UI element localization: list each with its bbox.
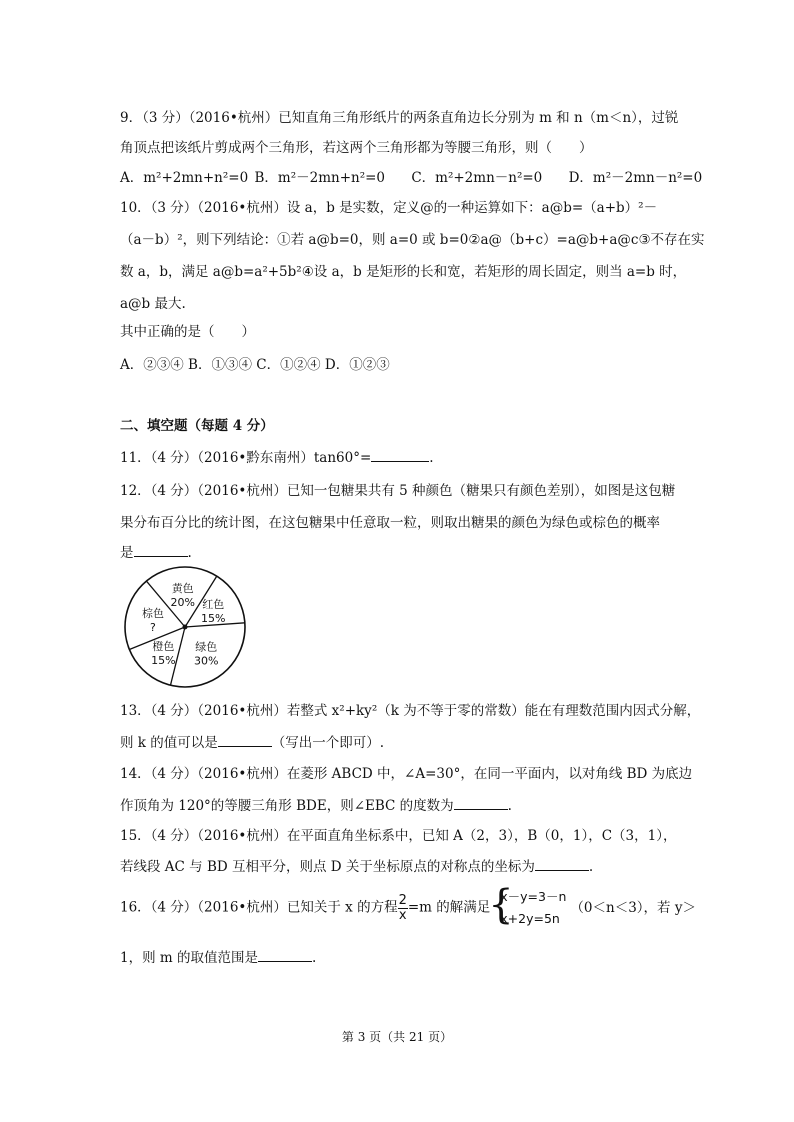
q13-line2 (120, 731, 384, 751)
pie-slice-label: 黄色 (171, 582, 194, 596)
q10-line2: （a－b）²，则下列结论：①若 a@b=0，则 a=0 或 b=0②a@（b+c）=a@b+a@c③不存在实 (120, 232, 705, 248)
q9-line1: 9．（3 分）（2016•杭州）已知直角三角形纸片的两条直角边长分别为 m 和 n（m＜n），过锐 (120, 110, 679, 126)
q13-blank (218, 733, 272, 748)
q15-blank (535, 857, 589, 872)
q15-line2-text: 若线段 AC 与 BD 互相平分，则点 D 关于坐标原点的对称点的坐标为 (120, 859, 535, 875)
q16-blank (258, 948, 312, 963)
q16-brace: { (488, 882, 514, 928)
q14-line1: 14．（4 分）（2016•杭州）在菱形 ABCD 中，∠A=30°，在同一平面内，以对角线 BD 为底边 (120, 766, 693, 782)
q10-line1: 10．（3 分）（2016•杭州）设 a，b 是实数，定义@的一种运算如下：a@b=（a+b）²－ (120, 200, 658, 216)
q16-frac-den: x (398, 907, 407, 923)
pie-slice-value: ? (150, 621, 156, 635)
q16-sys-eq1: x－y=3－n (500, 889, 567, 904)
q11-blank (371, 448, 429, 463)
q16-fraction (398, 894, 408, 923)
q9-option-b: B．m²－2mn+n²=0 (254, 170, 386, 186)
q16-line1 (120, 882, 696, 930)
q16-sys-eq2: x+2y=5n (500, 911, 560, 926)
pie-slice-value: 15% (151, 653, 176, 667)
q11: 11．（4 分）（2016•黔东南州）tan60°= . (120, 446, 434, 466)
q16-suffix: （0＜n＜3），若 y＞ (570, 899, 696, 916)
pie-slice-value: 30% (193, 654, 219, 668)
q16-line2: 1，则 m 的取值范围是 . (120, 946, 316, 966)
q15-line1: 15．（4 分）（2016•杭州）在平面直角坐标系中，已知 A（2，3），B（0，1），C（3，1）， (120, 828, 677, 844)
q9-option-a: A．m²+2mn+n²=0 (120, 170, 249, 186)
pie-chart (110, 552, 260, 702)
q10-line3: 数 a，b，满足 a@b=a²+5b²④设 a，b 是矩形的长和宽，若矩形的周长固定，则当 a=b 时， (120, 264, 687, 280)
q12-line3-text: 是 (120, 545, 134, 561)
q16-eq-rest: =m 的解满足 (407, 899, 491, 916)
q9-line2: 角顶点把该纸片剪成两个三角形，若这两个三角形都为等腰三角形，则（ ） (120, 140, 593, 156)
pie-slice-value: 15% (201, 612, 226, 626)
q15-line2: 若线段 AC 与 BD 互相平分，则点 D 关于坐标原点的对称点的坐标为 . (120, 855, 593, 875)
q14-blank (454, 796, 508, 811)
q14-line2: 作顶角为 120°的等腰三角形 BDE，则∠EBC 的度数为 . (120, 794, 512, 814)
pie-center-dot (183, 625, 188, 630)
q12-line3: 是 . (120, 541, 192, 561)
q16-frac-num: 2 (398, 892, 407, 908)
pie-slice-label: 绿色 (195, 640, 218, 654)
q14-line2-text: 作顶角为 120°的等腰三角形 BDE，则∠EBC 的度数为 (120, 798, 454, 814)
section-title: 二、填空题（每题 4 分） (120, 418, 274, 434)
q10-options: A．②③④ B．①③④ C．①②④ D．①②③ (120, 357, 390, 373)
q12-line1: 12．（4 分）（2016•杭州）已知一包糖果共有 5 种颜色（糖果只有颜色差别），如图是这包糖 (120, 483, 676, 499)
q9-option-d: D．m²－2mn－n²=0 (568, 170, 703, 186)
q10-line4: a@b 最大. (120, 296, 186, 312)
pie-slice-label: 橙色 (152, 639, 175, 653)
pie-slice-label: 红色 (202, 598, 225, 612)
q10-line5: 其中正确的是（ ） (120, 324, 255, 340)
pie-slice-value: 20% (170, 596, 195, 610)
q13-line1: 13．（4 分）（2016•杭州）若整式 x²+ky²（k 为不等于零的常数）能在有理数范围内因式分解， (120, 703, 701, 719)
q16-line2-text: 1，则 m 的取值范围是 (120, 950, 258, 966)
q13-line2a: 则 k 的值可以是 (120, 735, 218, 751)
q9-options (120, 166, 702, 186)
q13-line2b: （写出一个即可）. (271, 735, 385, 751)
q16-prefix: 16．（4 分）（2016•杭州）已知关于 x 的方程 (120, 899, 398, 916)
q11-text: 11．（4 分）（2016•黔东南州）tan60°= (120, 450, 372, 466)
pie-slice-label: 棕色 (141, 607, 164, 621)
q9-option-c: C．m²+2mn－n²=0 (411, 170, 543, 186)
page-footer: 第 3 页（共 21 页） (341, 1030, 453, 1044)
q12-line2: 果分布百分比的统计图，在这包糖果中任意取一粒，则取出糖果的颜色为绿色或棕色的概率 (120, 515, 660, 531)
q16-equation-system (488, 882, 567, 930)
